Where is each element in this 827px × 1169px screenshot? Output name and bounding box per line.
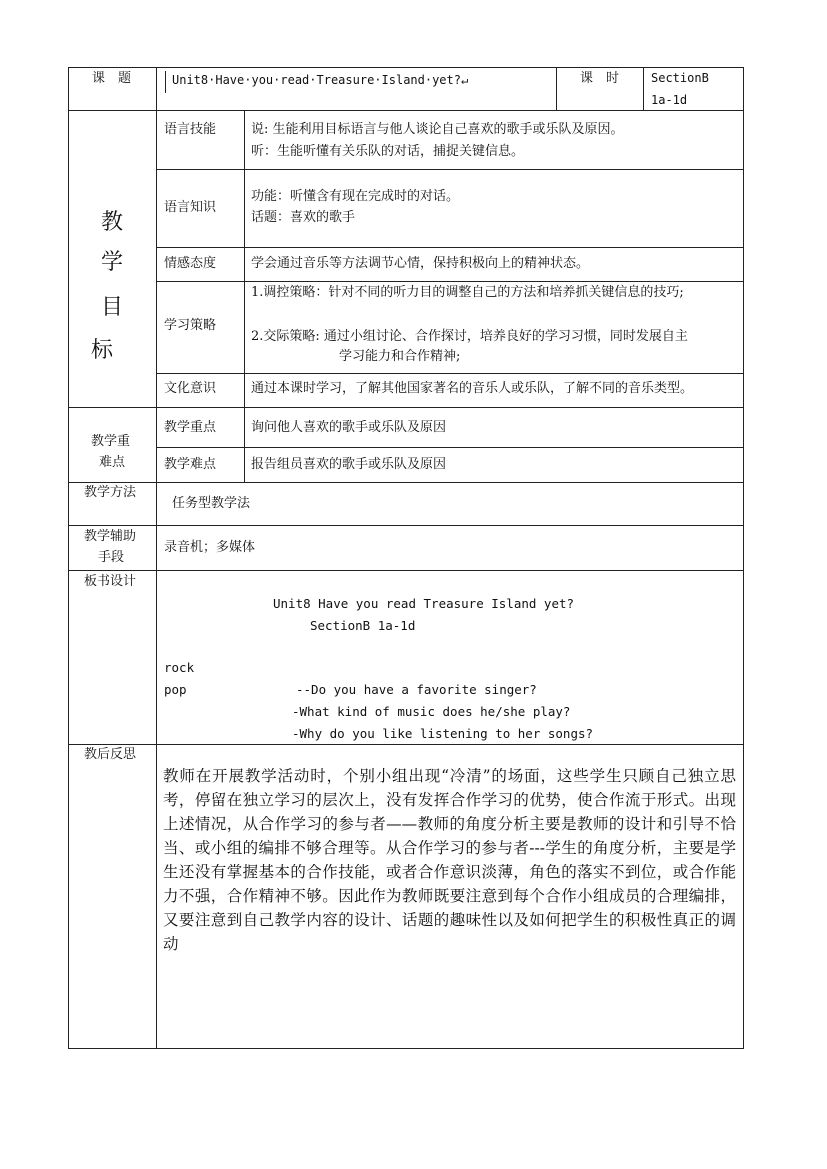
reflection-text: 教师在开展教学活动时，个别小组出现“冷清”的场面，这些学生只顾自己独立思考，停留在独立学习的层次上，没有发挥合作学习的优势，使合作流于形式。出现上述情况，从合作学习的参与者——教师的角度分析主要是教师的设计和引导不恰当、或小组的编排不够合理等。从合作学习的参与者---学生的角度分析，主要是学生还没有掌握基本的合作技能，或者合作意识淡薄，角色的落实不到位，或合作能力不强，合作精神不够。因此作为教师既要注意到每个合作小组成员的合理编排，又要注意到自己教学内容的设计、话题的趣味性以及如何把学生的积极性真正的调动 [163,767,736,953]
objectives-char-3: 目 [100,295,123,320]
period-label: 课 时 [580,71,620,86]
section-range: 1a-1d [651,93,688,107]
objective-label-attitude: 情感态度 [164,256,217,271]
objective-label-culture: 文化意识 [164,381,217,396]
objectives-char-4: 标 [90,338,113,363]
objective-label-strategy: 学习策略 [164,318,217,333]
objective-text: 学会通过音乐等方法调节心情，保持积极向上的精神状态。 [251,256,590,271]
lesson-title: Unit8·Have·you·read·Treasure·Island·yet?↵ [172,73,469,87]
lesson-plan-table [68,67,744,1049]
objective-text: 2.交际策略: 通过小组讨论、合作探讨，培养良好的学习习惯，同时发展自主 [251,329,688,344]
topic-label: 课 题 [92,71,132,86]
board-question: -What kind of music does he/she play? [292,704,571,719]
aids-label: 教学辅助 [84,529,137,544]
objective-text: 功能：听懂含有现在完成时的对话。 [251,189,460,204]
objective-text: 通过本课时学习，了解其他国家著名的音乐人或乐队，了解不同的音乐类型。 [251,381,694,396]
section-name: SectionB [651,71,709,85]
keypoints-label: 教学重 [91,434,131,449]
aids-label-line2: 手段 [98,550,125,565]
reflection-label: 教后反思 [84,747,137,762]
difficult-point-label: 教学难点 [164,457,217,472]
objectives-char-1: 教 [100,210,123,235]
board-word-pop: pop [164,682,187,697]
method-text: 任务型教学法 [172,496,251,511]
objective-text: 说: 生能利用目标语言与他人谈论自己喜欢的歌手或乐队及原因。 [251,122,624,137]
board-subtitle: SectionB 1a-1d [310,618,416,633]
key-point-text: 询问他人喜欢的歌手或乐队及原因 [251,420,447,435]
objective-label-skills: 语言技能 [164,122,217,137]
board-title: Unit8 Have you read Treasure Island yet? [273,596,575,611]
objectives-char-2: 学 [100,250,123,275]
board-label: 板书设计 [84,574,137,589]
objective-label-knowledge: 语言知识 [164,200,217,215]
difficult-point-text: 报告组员喜欢的歌手或乐队及原因 [251,457,447,472]
objective-text: 话题：喜欢的歌手 [251,210,356,225]
objective-text: 学习能力和合作精神; [339,349,461,364]
objective-text: 1.调控策略：针对不同的听力目的调整自己的方法和培养抓关键信息的技巧; [251,285,684,300]
method-label: 教学方法 [84,485,137,500]
board-word-rock: rock [164,660,195,675]
aids-text: 录音机；多媒体 [164,540,256,555]
key-point-label: 教学重点 [164,420,217,435]
keypoints-label-line2: 难点 [99,455,126,470]
board-question: -Why do you like listening to her songs? [292,726,594,741]
objective-text: 听：生能听懂有关乐队的对话，捕捉关键信息。 [251,144,525,159]
board-question: --Do you have a favorite singer? [296,682,537,697]
